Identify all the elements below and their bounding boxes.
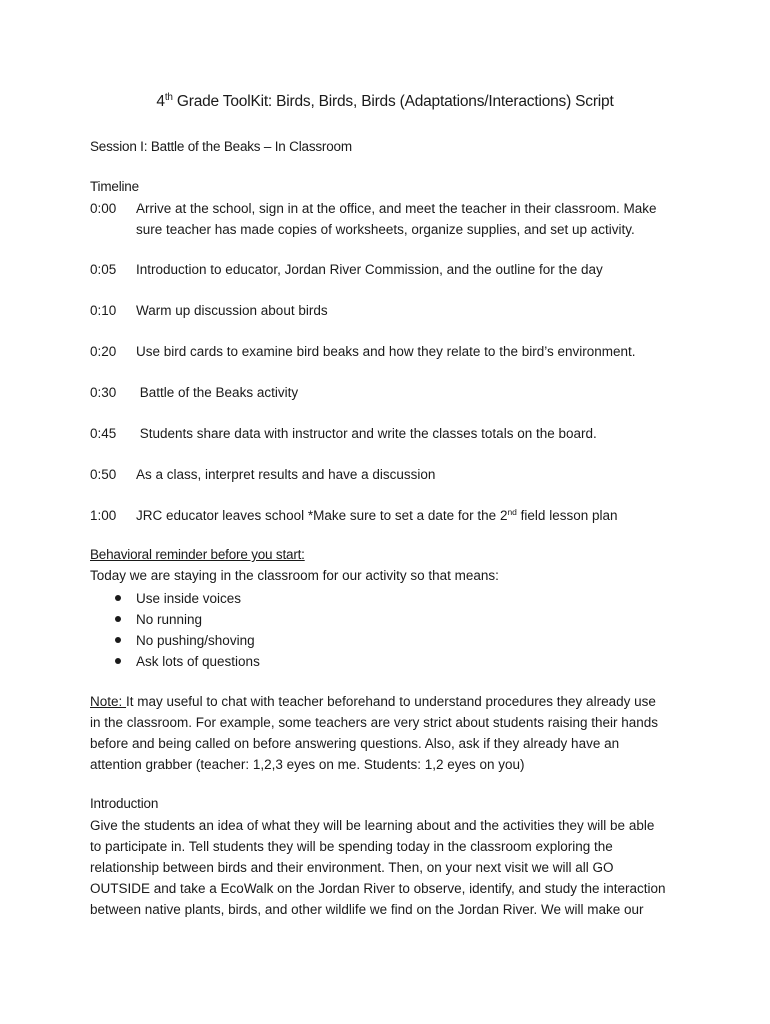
list-item-text: Ask lots of questions	[136, 654, 260, 669]
timeline-time: 0:10	[90, 303, 117, 318]
timeline-time: 0:00	[90, 201, 117, 216]
bullet-icon	[115, 658, 121, 664]
behavioral-list	[90, 588, 260, 672]
note-line: before and being called on before answering questions. Also, ask if they already have an	[90, 736, 620, 751]
introduction-line: relationship between birds and their environment. Then, on your next visit we will all GO	[90, 860, 614, 875]
timeline-time: 0:05	[90, 262, 117, 277]
title-prefix: 4	[156, 93, 165, 110]
introduction-line: Give the students an idea of what they will be learning about and the activities they will be able	[90, 818, 655, 833]
list-item-text: No running	[136, 612, 203, 627]
note-paragraph	[90, 691, 680, 775]
behavioral-heading: Behavioral reminder before you start:	[90, 547, 305, 562]
timeline-text: Warm up discussion about birds	[136, 303, 328, 318]
timeline-heading: Timeline	[90, 179, 139, 194]
timeline-text-part: JRC educator leaves school *Make sure to set a date for the 2	[136, 508, 508, 523]
timeline-text: As a class, interpret results and have a discussion	[136, 467, 436, 482]
list-item-text: No pushing/shoving	[136, 633, 255, 648]
timeline-text	[136, 505, 676, 526]
timeline-time: 0:30	[90, 385, 117, 400]
timeline-time: 0:50	[90, 467, 117, 482]
list-item	[90, 609, 260, 630]
introduction-line: to participate in. Tell students they will be spending today in the classroom exploring the	[90, 839, 613, 854]
note-line	[90, 691, 680, 712]
introduction-line: OUTSIDE and take a EcoWalk on the Jordan River to observe, identify, and study the interaction	[90, 881, 666, 896]
timeline-time: 0:20	[90, 344, 117, 359]
introduction-paragraph	[90, 815, 680, 920]
timeline-text-line: sure teacher has made copies of worksheets, organize supplies, and set up activity.	[136, 222, 635, 237]
title-superscript: th	[164, 92, 173, 103]
introduction-line: between native plants, birds, and other wildlife we find on the Jordan River. We will make our	[90, 902, 644, 917]
bullet-icon	[115, 595, 121, 601]
session-heading: Session I: Battle of the Beaks – In Classroom	[90, 139, 352, 154]
timeline-text: Battle of the Beaks activity	[136, 385, 299, 400]
document-title	[0, 93, 770, 111]
timeline-text-part: field lesson plan	[516, 508, 618, 523]
behavioral-intro: Today we are staying in the classroom for our activity so that means:	[90, 568, 499, 583]
bullet-icon	[115, 637, 121, 643]
list-item-text: Use inside voices	[136, 591, 242, 606]
list-item	[90, 588, 260, 609]
timeline-text: Use bird cards to examine bird beaks and how they relate to the bird’s environment.	[136, 344, 636, 359]
timeline-text: Introduction to educator, Jordan River Commission, and the outline for the day	[136, 262, 603, 277]
title-rest: Grade ToolKit: Birds, Birds, Birds (Adaptations/Interactions) Script	[172, 93, 614, 110]
note-text: It may useful to chat with teacher beforehand to understand procedures they already use	[126, 694, 656, 709]
bullet-icon	[115, 616, 121, 622]
introduction-heading: Introduction	[90, 796, 159, 811]
timeline-text: Students share data with instructor and write the classes totals on the board.	[136, 426, 597, 441]
timeline-text	[136, 198, 676, 240]
note-label: Note:	[90, 694, 127, 709]
note-line: in the classroom. For example, some teachers are very strict about students raising their hands	[90, 715, 659, 730]
timeline-time: 1:00	[90, 508, 117, 523]
timeline-text-superscript: nd	[507, 507, 517, 517]
list-item	[90, 651, 260, 672]
timeline-text-line: Arrive at the school, sign in at the office, and meet the teacher in their classroom. Make	[136, 201, 657, 216]
timeline-time: 0:45	[90, 426, 117, 441]
list-item	[90, 630, 260, 651]
note-line: attention grabber (teacher: 1,2,3 eyes on me. Students: 1,2 eyes on you)	[90, 757, 525, 772]
